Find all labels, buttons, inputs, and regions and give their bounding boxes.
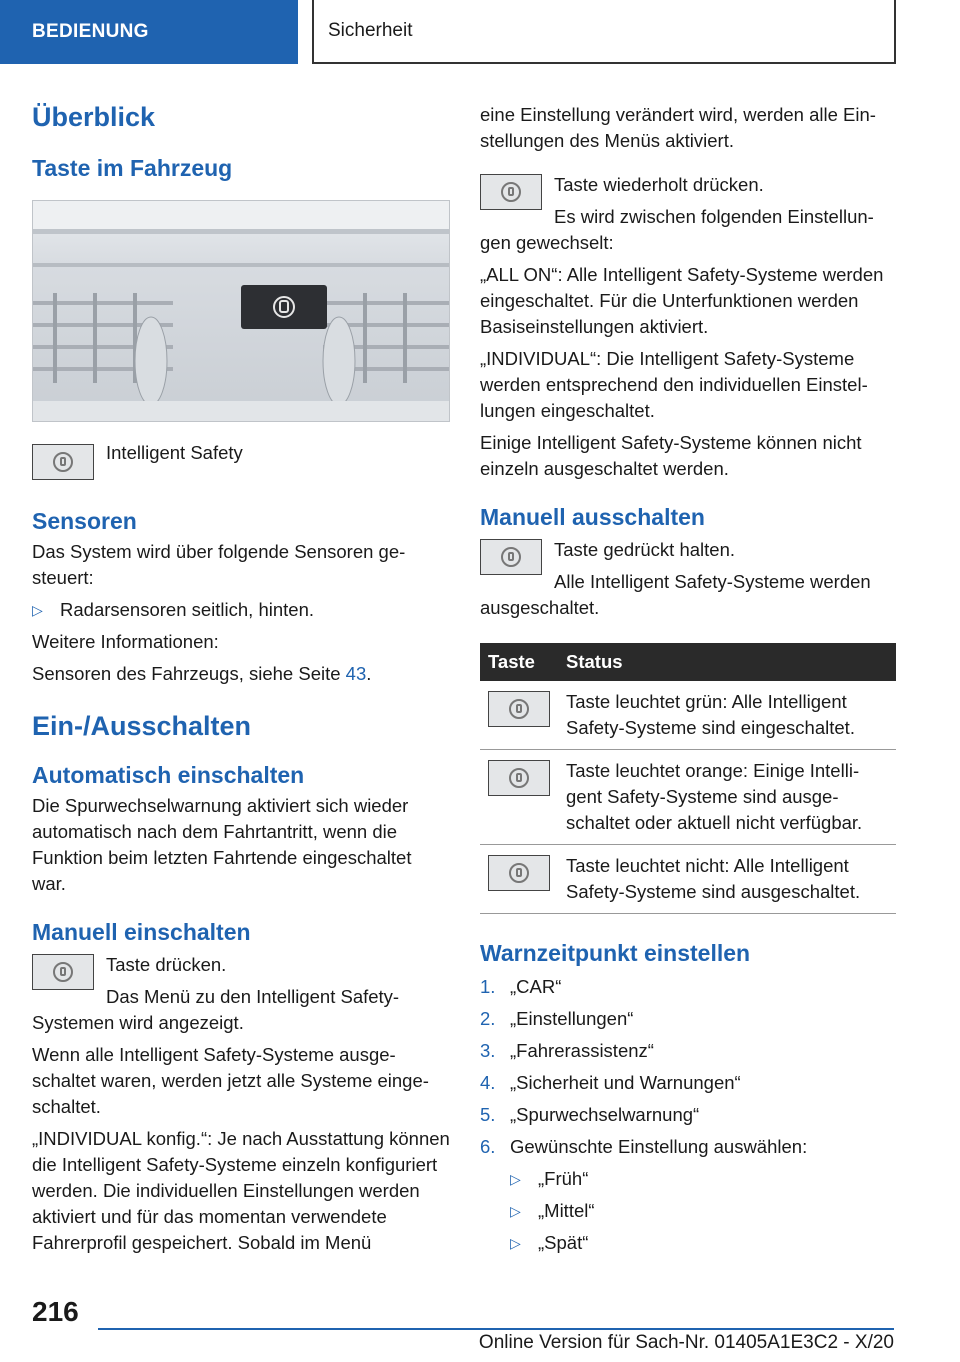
right-column (480, 102, 898, 1259)
page-title: Überblick (32, 102, 156, 132)
option-label: „Spät“ (538, 1232, 589, 1253)
table-cell-icon (480, 681, 558, 750)
table-cell-icon (480, 845, 558, 914)
auto-text: Die Spurwechselwarnung aktiviert sich wieder automatisch nach dem Fahrtantritt, wenn die Funktion beim letzten Fahrtende eingeschaltet war. (32, 795, 412, 894)
vehicle-button-photo (32, 200, 450, 422)
paragraph: Wenn alle Intelligent Safety-Systeme ausgeschaltet waren, werden jetzt alle Systeme eingeschaltet. (32, 1044, 429, 1117)
paragraph: „ALL ON“: Alle Intelligent Safety-Systeme werden eingeschaltet. Für die Unterfunktionen werden Basiseinstellungen aktiviert. (480, 264, 884, 337)
step-number: 5. (480, 1104, 496, 1125)
continued-text: eine Einstellung verändert wird, werden alle Einstellungen des Menüs aktiviert. (480, 104, 876, 151)
sensoren-text: Das System wird über folgende Sensoren gesteuert: (32, 541, 406, 588)
icon-caption-row (32, 442, 450, 484)
intelligent-safety-icon (32, 954, 94, 990)
list-item (480, 1067, 898, 1099)
step-text: Taste gedrückt halten. (554, 539, 735, 560)
list-item (480, 1035, 898, 1067)
intelligent-safety-icon (480, 539, 542, 575)
intelligent-safety-icon (32, 444, 94, 480)
table-header-status: Status (558, 643, 896, 681)
step-label: „Sicherheit und Warnungen“ (510, 1072, 741, 1093)
steps-list (480, 971, 898, 1259)
table-row (480, 750, 896, 845)
intelligent-safety-icon (488, 855, 550, 891)
step-label: „Spurwechselwarnung“ (510, 1104, 700, 1125)
footer-online-version: Online Version für Sach-Nr. 01405A1E3C2 - X/20 (478, 1332, 894, 1353)
weitere-info: Weitere Informationen: (32, 631, 219, 652)
step-text: Es wird zwischen folgenden Einstellungen gewechselt: (480, 206, 874, 253)
step-text: Alle Intelligent Safety-Systeme werden ausgeschaltet. (480, 571, 871, 618)
step-number: 6. (480, 1136, 496, 1157)
icon-caption: Intelligent Safety (106, 442, 243, 463)
reference-text: Sensoren des Fahrzeugs, siehe Seite (32, 663, 346, 684)
sensoren-reference (32, 661, 450, 687)
list-item (480, 1131, 898, 1163)
table-cell-status: Taste leuchtet orange: Einige Intelligent Safety-Systeme sind ausgeschaltet oder aktuell nicht verfügbar. (558, 750, 896, 845)
intelligent-safety-icon (488, 691, 550, 727)
step-label: „Einstellungen“ (510, 1008, 634, 1029)
chapter-title: Sicherheit (312, 0, 896, 64)
option-item (480, 1227, 898, 1259)
intelligent-safety-icon (480, 174, 542, 210)
triangle-bullet-icon: ▷ (510, 1203, 521, 1219)
list-item (480, 1099, 898, 1131)
step-label: „Fahrerassistenz“ (510, 1040, 654, 1061)
bullet-text: Radarsensoren seitlich, hinten. (60, 599, 315, 620)
list-item (32, 597, 450, 623)
manuell-aus-block (480, 537, 898, 621)
heading-manuell-ein: Manuell einschalten (32, 919, 251, 945)
option-label: „Mittel“ (538, 1200, 595, 1221)
subheading-taste: Taste im Fahrzeug (32, 155, 233, 181)
step-number: 2. (480, 1008, 496, 1029)
page-number: 216 (32, 1296, 79, 1327)
triangle-bullet-icon: ▷ (510, 1235, 521, 1251)
table-cell-status: Taste leuchtet grün: Alle Intelligent Safety-Systeme sind eingeschaltet. (558, 681, 896, 750)
step-number: 4. (480, 1072, 496, 1093)
step-text: Taste wiederholt drücken. (554, 174, 764, 195)
list-item (480, 1003, 898, 1035)
option-item (480, 1163, 898, 1195)
step-label: „CAR“ (510, 976, 562, 997)
table-cell-status: Taste leuchtet nicht: Alle Intelligent Safety-Systeme sind ausgeschaltet. (558, 845, 896, 914)
heading-automatisch: Automatisch einschalten (32, 762, 305, 788)
footer-divider (98, 1328, 894, 1330)
left-column (32, 96, 450, 1256)
page-link[interactable]: 43 (345, 663, 367, 684)
triangle-bullet-icon: ▷ (32, 602, 43, 618)
step-text: Taste drücken. (106, 954, 227, 975)
table-header-taste: Taste (480, 643, 558, 681)
heading-warnzeitpunkt: Warnzeitpunkt einstellen (480, 940, 751, 966)
manuell-ein-block (32, 952, 450, 1036)
intelligent-safety-icon (488, 760, 550, 796)
heading-manuell-aus: Manuell ausschalten (480, 504, 705, 530)
triangle-bullet-icon: ▷ (510, 1171, 521, 1187)
reference-end: . (366, 663, 372, 684)
dashboard-illustration (33, 201, 449, 421)
repeat-block (480, 172, 898, 256)
table-row (480, 681, 896, 750)
paragraph: „INDIVIDUAL konfig.“: Je nach Ausstattung können die Intelligent Safety-Systeme einzeln konfiguriert werden. Die individuellen Einstellungen werden aktiviert und für das momentan verwendete Fahrerprofil gespeichert. Sobald im Menü (32, 1128, 450, 1253)
step-text: Das Menü zu den Intelligent Safety-Systemen wird angezeigt. (32, 986, 400, 1033)
heading-ein-aus: Ein-/Ausschalten (32, 711, 252, 741)
table-row (480, 845, 896, 914)
option-item (480, 1195, 898, 1227)
list-item (480, 971, 898, 1003)
heading-sensoren: Sensoren (32, 508, 137, 534)
option-label: „Früh“ (538, 1168, 589, 1189)
paragraph: Einige Intelligent Safety-Systeme können nicht einzeln ausgeschaltet werden. (480, 432, 862, 479)
paragraph: „INDIVIDUAL“: Die Intelligent Safety-Systeme werden entsprechend den individuellen Einstellungen eingeschaltet. (480, 348, 868, 421)
section-tab: BEDIENUNG (0, 0, 298, 64)
step-label: Gewünschte Einstellung auswählen: (510, 1136, 808, 1157)
step-number: 1. (480, 976, 496, 997)
step-number: 3. (480, 1040, 496, 1061)
status-table (480, 643, 896, 914)
table-cell-icon (480, 750, 558, 845)
